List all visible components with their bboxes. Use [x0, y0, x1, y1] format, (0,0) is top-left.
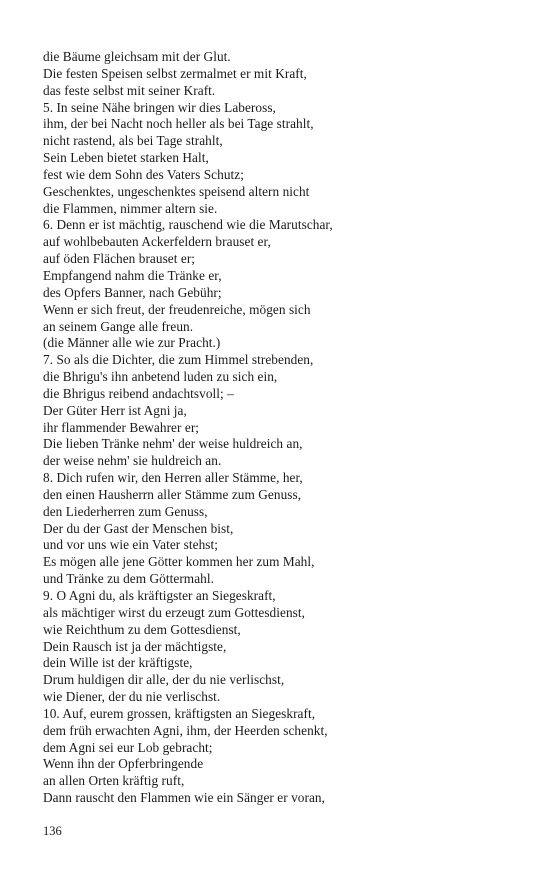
- text-line: 6. Denn er ist mächtig, rauschend wie die Marutschar,: [43, 217, 333, 233]
- text-line: Geschenktes, ungeschenktes speisend altern nicht: [43, 183, 310, 199]
- text-line: an allen Orten kräftig ruft,: [43, 773, 185, 789]
- text-line: der weise nehm' sie huldreich an.: [43, 453, 222, 469]
- text-line: 9. O Agni du, als kräftigster an Siegeskraft,: [43, 588, 276, 603]
- text-line: ihr flammender Bewahrer er;: [43, 419, 200, 435]
- text-line: und vor uns wie ein Vater stehst;: [43, 537, 218, 553]
- text-line: Drum huldigen dir alle, der du nie verlischst,: [43, 672, 285, 688]
- text-line: 7. So als die Dichter, die zum Himmel strebenden,: [43, 352, 314, 368]
- text-line: Empfangend nahm die Tränke er,: [43, 267, 222, 283]
- verse-text: [43, 49, 523, 807]
- text-line: Die festen Speisen selbst zermalmet er mit Kraft,: [43, 65, 307, 81]
- text-line: Dann rauscht den Flammen wie ein Sänger er voran,: [43, 790, 325, 806]
- text-line: das feste selbst mit seiner Kraft.: [43, 82, 216, 98]
- text-line: die Flammen, nimmer altern sie.: [43, 200, 218, 216]
- page-number: 136: [43, 824, 62, 838]
- text-line: dem früh erwachten Agni, ihm, der Heerden schenkt,: [43, 722, 328, 738]
- text-line: dein Wille ist der kräftigste,: [43, 655, 193, 671]
- text-line: die Bäume gleichsam mit der Glut.: [43, 49, 231, 64]
- text-line: und Tränke zu dem Göttermahl.: [43, 571, 214, 587]
- text-line: fest wie dem Sohn des Vaters Schutz;: [43, 166, 244, 182]
- text-line: Dein Rausch ist ja der mächtigste,: [43, 638, 227, 654]
- text-line: (die Männer alle wie zur Pracht.): [43, 335, 221, 351]
- text-line: Der du der Gast der Menschen bist,: [43, 520, 234, 536]
- text-line: ihm, der bei Nacht noch heller als bei Tage strahlt,: [43, 116, 314, 132]
- text-line: nicht rastend, als bei Tage strahlt,: [43, 133, 223, 149]
- text-line: Wenn ihn der Opferbringende: [43, 756, 204, 772]
- text-line: auf wohlbebauten Ackerfeldern brauset er,: [43, 234, 271, 250]
- text-line: 10. Auf, eurem grossen, kräftigsten an Siegeskraft,: [43, 705, 316, 721]
- text-line: den Liederherren zum Genuss,: [43, 503, 208, 519]
- text-line: wie Diener, der du nie verlischst.: [43, 689, 221, 705]
- text-line: Wenn er sich freut, der freudenreiche, mögen sich: [43, 301, 311, 317]
- text-line: Es mögen alle jene Götter kommen her zum Mahl,: [43, 554, 315, 570]
- text-line: Die lieben Tränke nehm' der weise huldreich an,: [43, 436, 303, 452]
- text-line: Der Güter Herr ist Agni ja,: [43, 402, 187, 418]
- text-line: die Bhrigus reibend andachtsvoll; –: [43, 385, 234, 401]
- text-line: die Bhrigu's ihn anbetend luden zu sich ein,: [43, 369, 278, 385]
- text-line: des Opfers Banner, nach Gebühr;: [43, 284, 222, 300]
- text-line: den einen Hausherrn aller Stämme zum Genuss,: [43, 486, 302, 502]
- text-line: 5. In seine Nähe bringen wir dies Labeross,: [43, 99, 276, 115]
- text-line: auf öden Flächen brauset er;: [43, 251, 196, 267]
- text-line: dem Agni sei eur Lob gebracht;: [43, 739, 213, 755]
- text-line: 8. Dich rufen wir, den Herren aller Stämme, her,: [43, 470, 303, 486]
- text-line: Sein Leben bietet starken Halt,: [43, 150, 209, 166]
- text-line: als mächtiger wirst du erzeugt zum Gottesdienst,: [43, 604, 305, 620]
- text-line: an seinem Gange alle freun.: [43, 318, 194, 334]
- text-line: wie Reichthum zu dem Gottesdienst,: [43, 621, 241, 637]
